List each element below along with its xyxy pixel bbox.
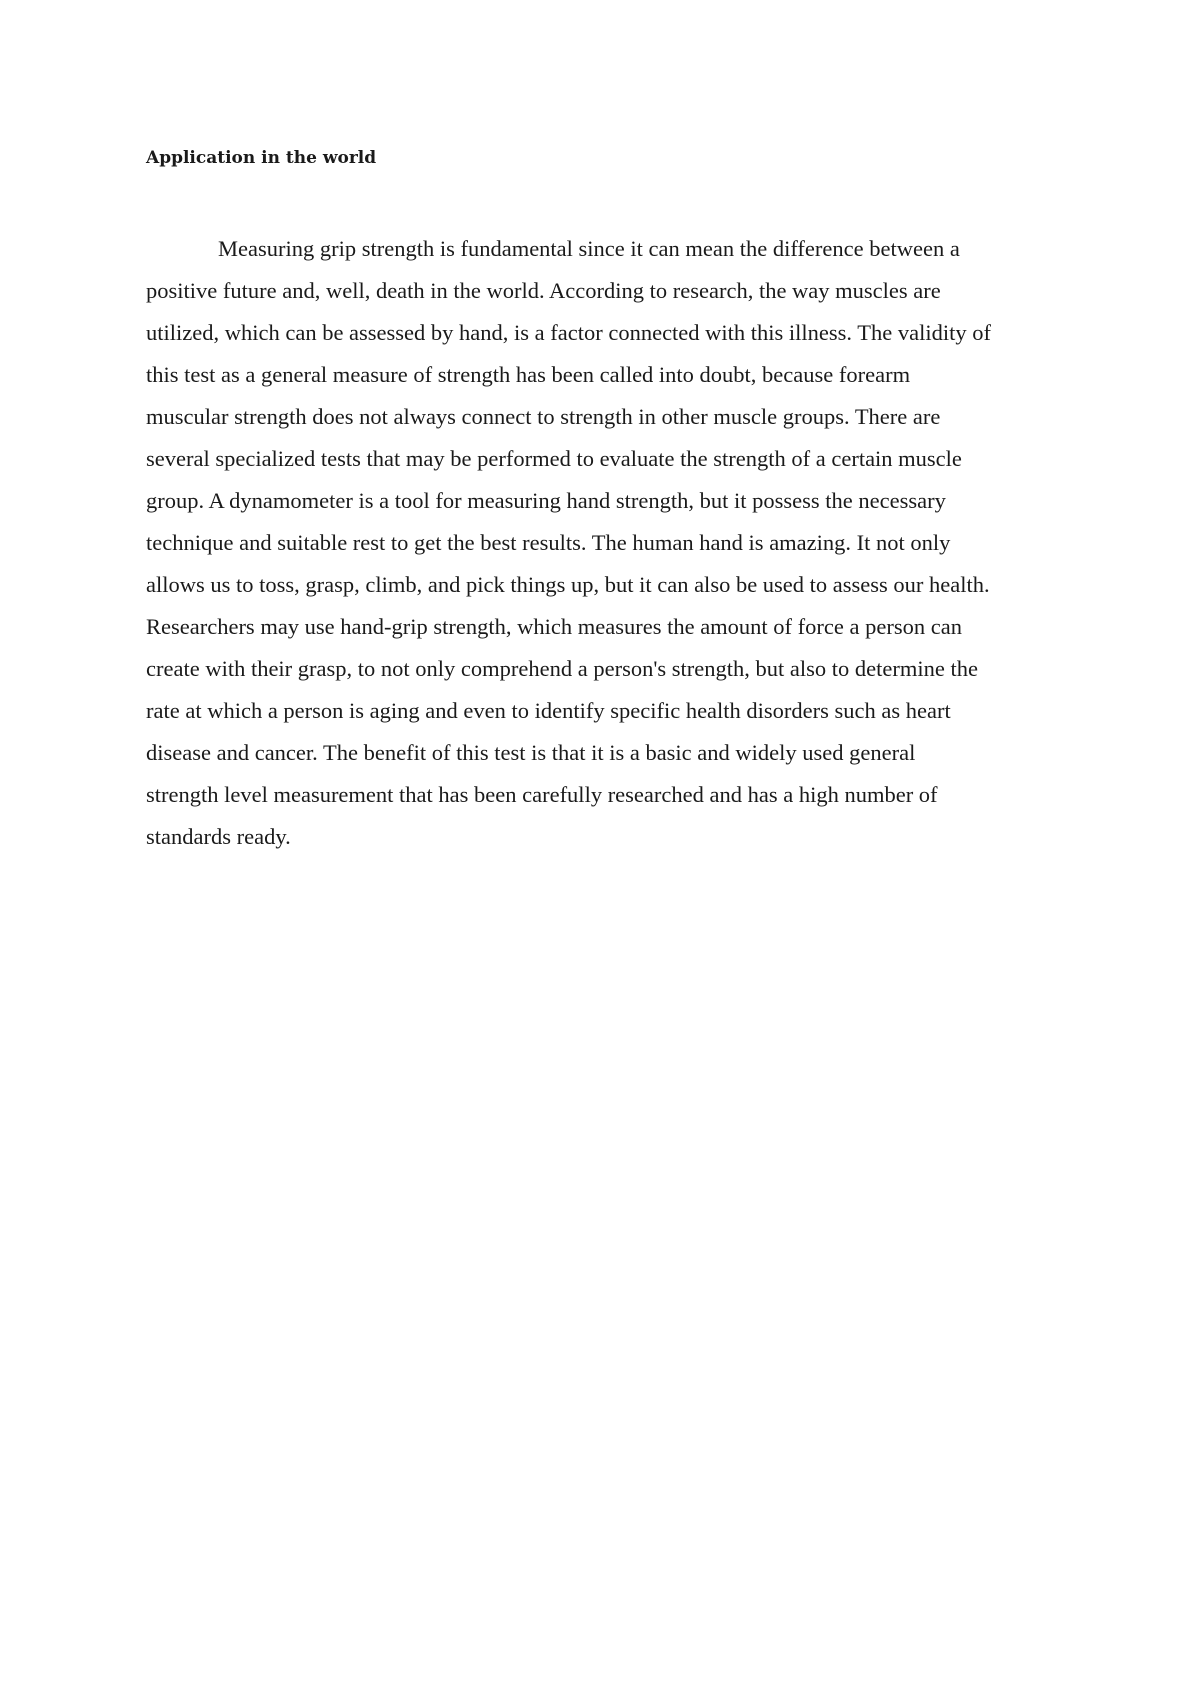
paragraph-line: strength level measurement that has been carefully researched and has a high number of [146,782,938,807]
paragraph-line: group. A dynamometer is a tool for measuring hand strength, but it possess the necessary [146,488,946,513]
paragraph-line: technique and suitable rest to get the best results. The human hand is amazing. It not only [146,530,951,555]
body-paragraph [146,228,1070,858]
paragraph-line: allows us to toss, grasp, climb, and pick things up, but it can also be used to assess our health. [146,572,990,597]
paragraph-line: disease and cancer. The benefit of this test is that it is a basic and widely used general [146,740,916,765]
paragraph-line: this test as a general measure of strength has been called into doubt, because forearm [146,362,911,387]
paragraph-line: Researchers may use hand-grip strength, which measures the amount of force a person can [146,614,962,639]
paragraph-line: Measuring grip strength is fundamental since it can mean the difference between a [218,236,960,261]
paragraph-line: utilized, which can be assessed by hand, is a factor connected with this illness. The validity of [146,320,991,345]
paragraph-line: several specialized tests that may be performed to evaluate the strength of a certain muscle [146,446,962,471]
paragraph-line: standards ready. [146,824,291,849]
paragraph-line: create with their grasp, to not only comprehend a person's strength, but also to determine the [146,656,978,681]
paragraph-line: positive future and, well, death in the world. According to research, the way muscles are [146,278,941,303]
section-heading: Application in the world [146,148,377,168]
paragraph-line: rate at which a person is aging and even to identify specific health disorders such as heart [146,698,951,723]
paragraph-line: muscular strength does not always connect to strength in other muscle groups. There are [146,404,941,429]
